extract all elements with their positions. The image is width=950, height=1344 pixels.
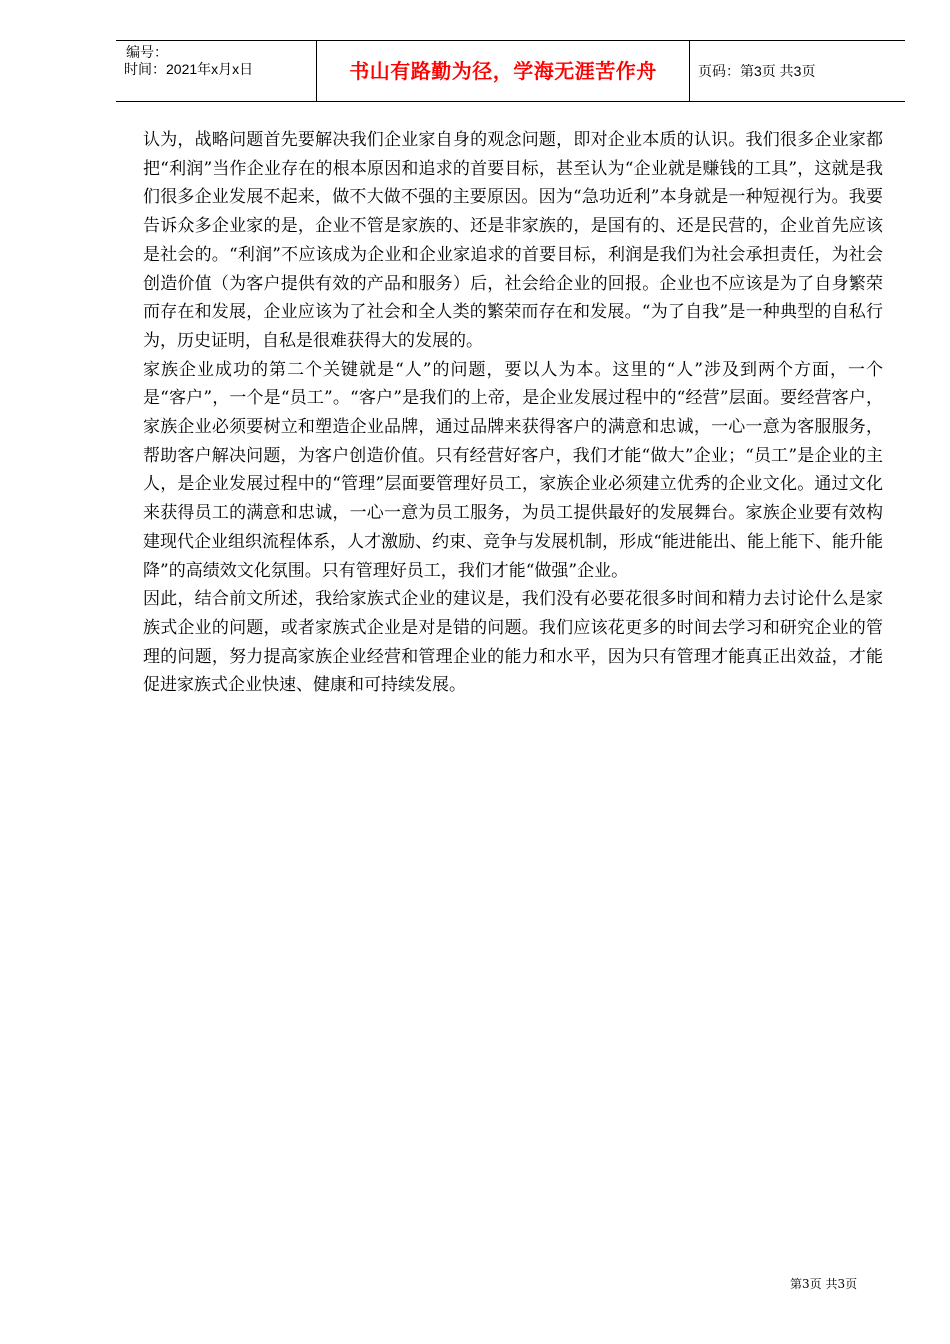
body-paragraph: 认为，战略问题首先要解决我们企业家自身的观念问题，即对企业本质的认识。我们很多企业家都把“利润”当作企业存在的根本原因和追求的首要目标，甚至认为“企业就是赚钱的工具”，这就是我们很多企业发展不起来，做不大做不强的主要原因。因为“急功近利”本身就是一种短视行为。我要告诉众多企业家的是，企业不管是家族的、还是非家族的，是国有的、还是民营的，企业首先应该是社会的。“利润”不应该成为企业和企业家追求的首要目标，利润是我们为社会承担责任，为社会创造价值（为客户提供有效的产品和服务）后，社会给企业的回报。企业也不应该是为了自身繁荣而存在和发展，企业应该为了社会和全人类的繁荣而存在和发展。“为了自我”是一种典型的自私行为，历史证明，自私是很难获得大的发展的。 <box>143 130 883 351</box>
document-body <box>143 126 883 700</box>
header-motto: 书山有路勤为径，学海无涯苦作舟 <box>317 41 690 101</box>
body-paragraph: 家族企业成功的第二个关键就是“人”的问题，要以人为本。这里的“人”涉及到两个方面，一个是“客户”，一个是“员工”。“客户”是我们的上帝，是企业发展过程中的“经营”层面。要经营客户，家族企业必须要树立和塑造企业品牌，通过品牌来获得客户的满意和忠诚，一心一意为客服服务，帮助客户解决问题，为客户创造价值。只有经营好客户，我们才能“做大”企业；“员工”是企业的主人，是企业发展过程中的“管理”层面要管理好员工，家族企业必须建立优秀的企业文化。通过文化来获得员工的满意和忠诚，一心一意为员工服务，为员工提供最好的发展舞台。家族企业要有效构建现代企业组织流程体系，人才激励、约束、竞争与发展机制，形成“能进能出、能上能下、能升能降”的高绩效文化氛围。只有管理好员工，我们才能“做强”企业。 <box>143 359 883 581</box>
header-page-label: 页码：第3页 共3页 <box>698 63 816 79</box>
document-number-label: 编号： <box>126 44 168 60</box>
document-date-label: 时间：2021年x月x日 <box>124 61 254 77</box>
footer-page-number: 第3页 共3页 <box>790 1277 858 1291</box>
header-info-cell <box>116 41 317 101</box>
body-paragraph: 因此，结合前文所述，我给家族式企业的建议是，我们没有必要花很多时间和精力去讨论什么是家族式企业的问题，或者家族式企业是对是错的问题。我们应该花更多的时间去学习和研究企业的管理的问题，努力提高家族企业经营和管理企业的能力和水平，因为只有管理才能真正出效益，才能促进家族式企业快速、健康和可持续发展。 <box>143 589 883 696</box>
page-header <box>116 40 905 102</box>
